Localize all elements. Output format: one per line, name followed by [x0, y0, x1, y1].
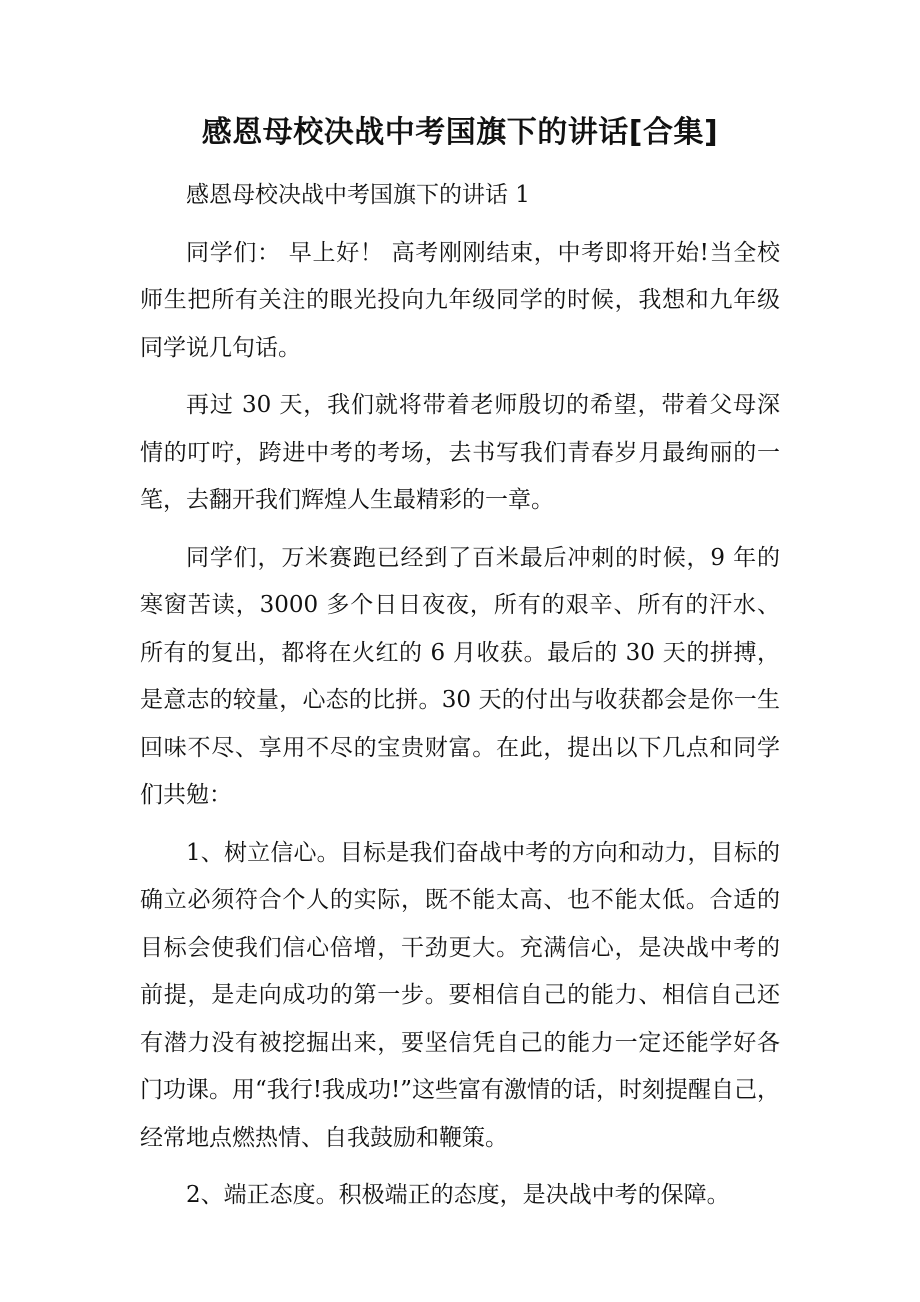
paragraph-subtitle: 感恩母校决战中考国旗下的讲话 1	[186, 182, 530, 208]
paragraph-point-1-confidence: 1、树立信心。目标是我们奋战中考的方向和动力，目标的确立必须符合个人的实际，既不能太高、也不能太低。合适的目标会使我们信心倍增，干劲更大。充满信心，是决战中考的前提，是走向成功的第一步。要相信自己的能力、相信自己还有潜力没有被挖掘出来，要坚信凭自己的能力一定还能学好各门功课。用“我行!我成功!”这些富有激情的话，时刻提醒自己，经常地点燃热情、自我鼓励和鞭策。	[140, 839, 781, 1151]
paragraph-greeting: 同学们： 早上好！ 高考刚刚结束，中考即将开始!当全校师生把所有关注的眼光投向九年级同学的时候，我想和九年级同学说几句话。	[140, 239, 780, 361]
document-body	[140, 172, 780, 1230]
paragraph-sprint: 同学们，万米赛跑已经到了百米最后冲刺的时候，9 年的寒窗苦读，3000 多个日日夜夜，所有的艰辛、所有的汗水、所有的复出，都将在火红的 6 月收获。最后的 30 天的拼搏，是意志的较量，心态的比拼。30 天的付出与收获都会是你一生回味不尽、享用不尽的宝贵财富。在此，提出以下几点和同学们共勉：	[140, 544, 780, 808]
paragraph-point-2-attitude: 2、端正态度。积极端正的态度，是决战中考的保障。	[186, 1182, 730, 1208]
document-title: 感恩母校决战中考国旗下的讲话[合集]	[201, 115, 719, 150]
paragraph-30-days: 再过 30 天，我们就将带着老师殷切的希望，带着父母深情的叮咛，跨进中考的考场，去书写我们青春岁月最绚丽的一笔，去翻开我们辉煌人生最精彩的一章。	[140, 392, 780, 513]
